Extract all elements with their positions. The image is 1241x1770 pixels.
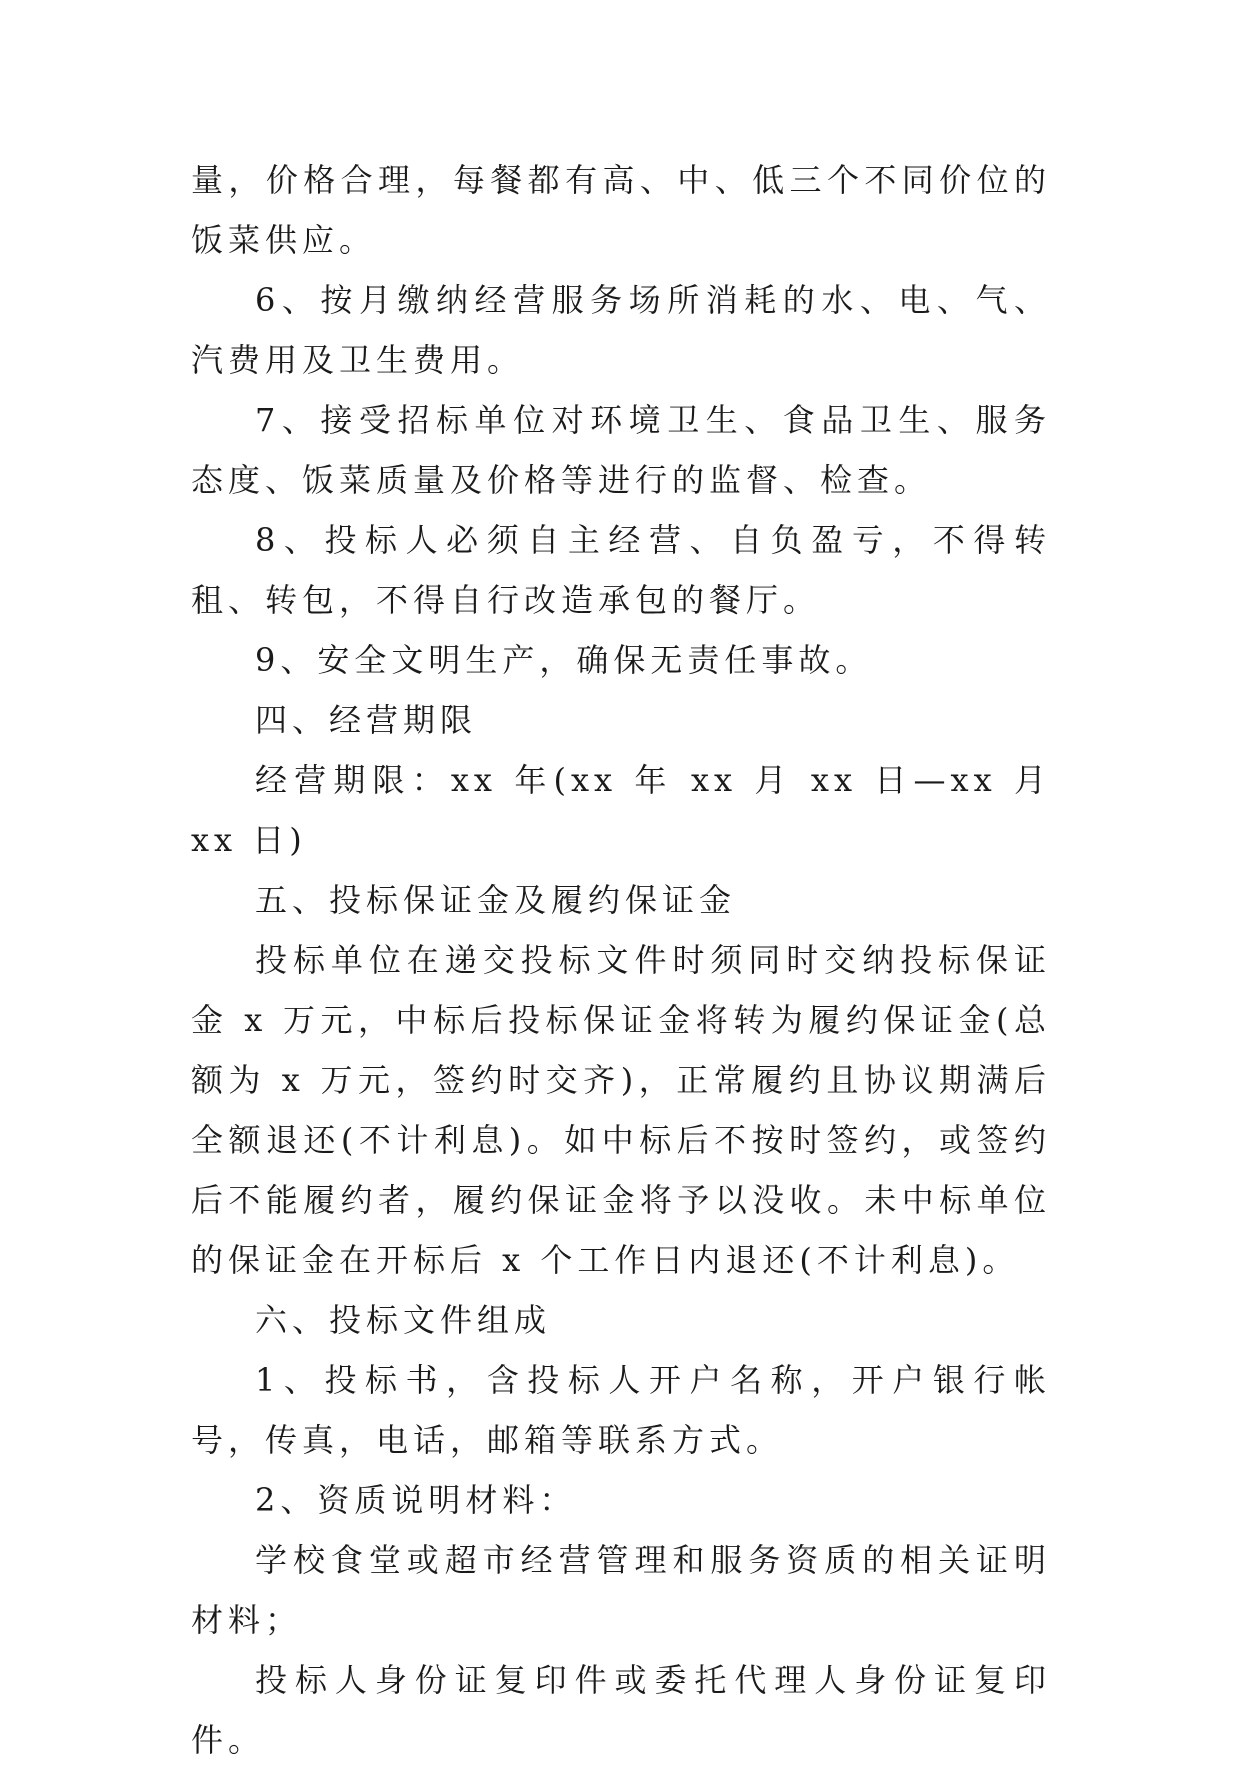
paragraph-5: 9、安全文明生产，确保无责任事故。	[255, 641, 873, 679]
paragraph-2: 6、按月缴纳经营服务场所消耗的水、电、气、汽费用及卫生费用。	[191, 281, 1051, 379]
section-heading-documents: 六、投标文件组成	[255, 1301, 552, 1339]
section-heading-deposit: 五、投标保证金及履约保证金	[255, 881, 737, 919]
paragraph-documents-1: 1、投标书，含投标人开户名称，开户银行帐号，传真，电话，邮箱等联系方式。	[191, 1361, 1051, 1459]
paragraph-documents-2: 2、资质说明材料：	[255, 1481, 577, 1519]
paragraph-4: 8、投标人必须自主经营、自负盈亏，不得转租、转包，不得自行改造承包的餐厅。	[191, 521, 1051, 619]
section-heading-term: 四、经营期限	[255, 701, 478, 739]
paragraph-1: 量，价格合理，每餐都有高、中、低三个不同价位的饭菜供应。	[191, 161, 1051, 259]
paragraph-documents-3: 学校食堂或超市经营管理和服务资质的相关证明材料；	[191, 1541, 1051, 1639]
paragraph-deposit-detail: 投标单位在递交投标文件时须同时交纳投标保证金 x 万元，中标后投标保证金将转为履约保证金(总额为 x 万元，签约时交齐)，正常履约且协议期满后全额退还(不计利息)。如中标后不按时签约，或签约后不能履约者，履约保证金将予以没收。未中标单位的保证金在开标后 x 个工作日内退还(不计利息)。	[191, 941, 1051, 1279]
paragraph-documents-4: 投标人身份证复印件或委托代理人身份证复印件。	[191, 1661, 1051, 1759]
paragraph-3: 7、接受招标单位对环境卫生、食品卫生、服务态度、饭菜质量及价格等进行的监督、检查。	[191, 401, 1051, 499]
document-body	[191, 150, 1051, 1770]
paragraph-term-detail: 经营期限：xx 年(xx 年 xx 月 xx 日—xx 月 xx 日)	[191, 761, 1051, 859]
